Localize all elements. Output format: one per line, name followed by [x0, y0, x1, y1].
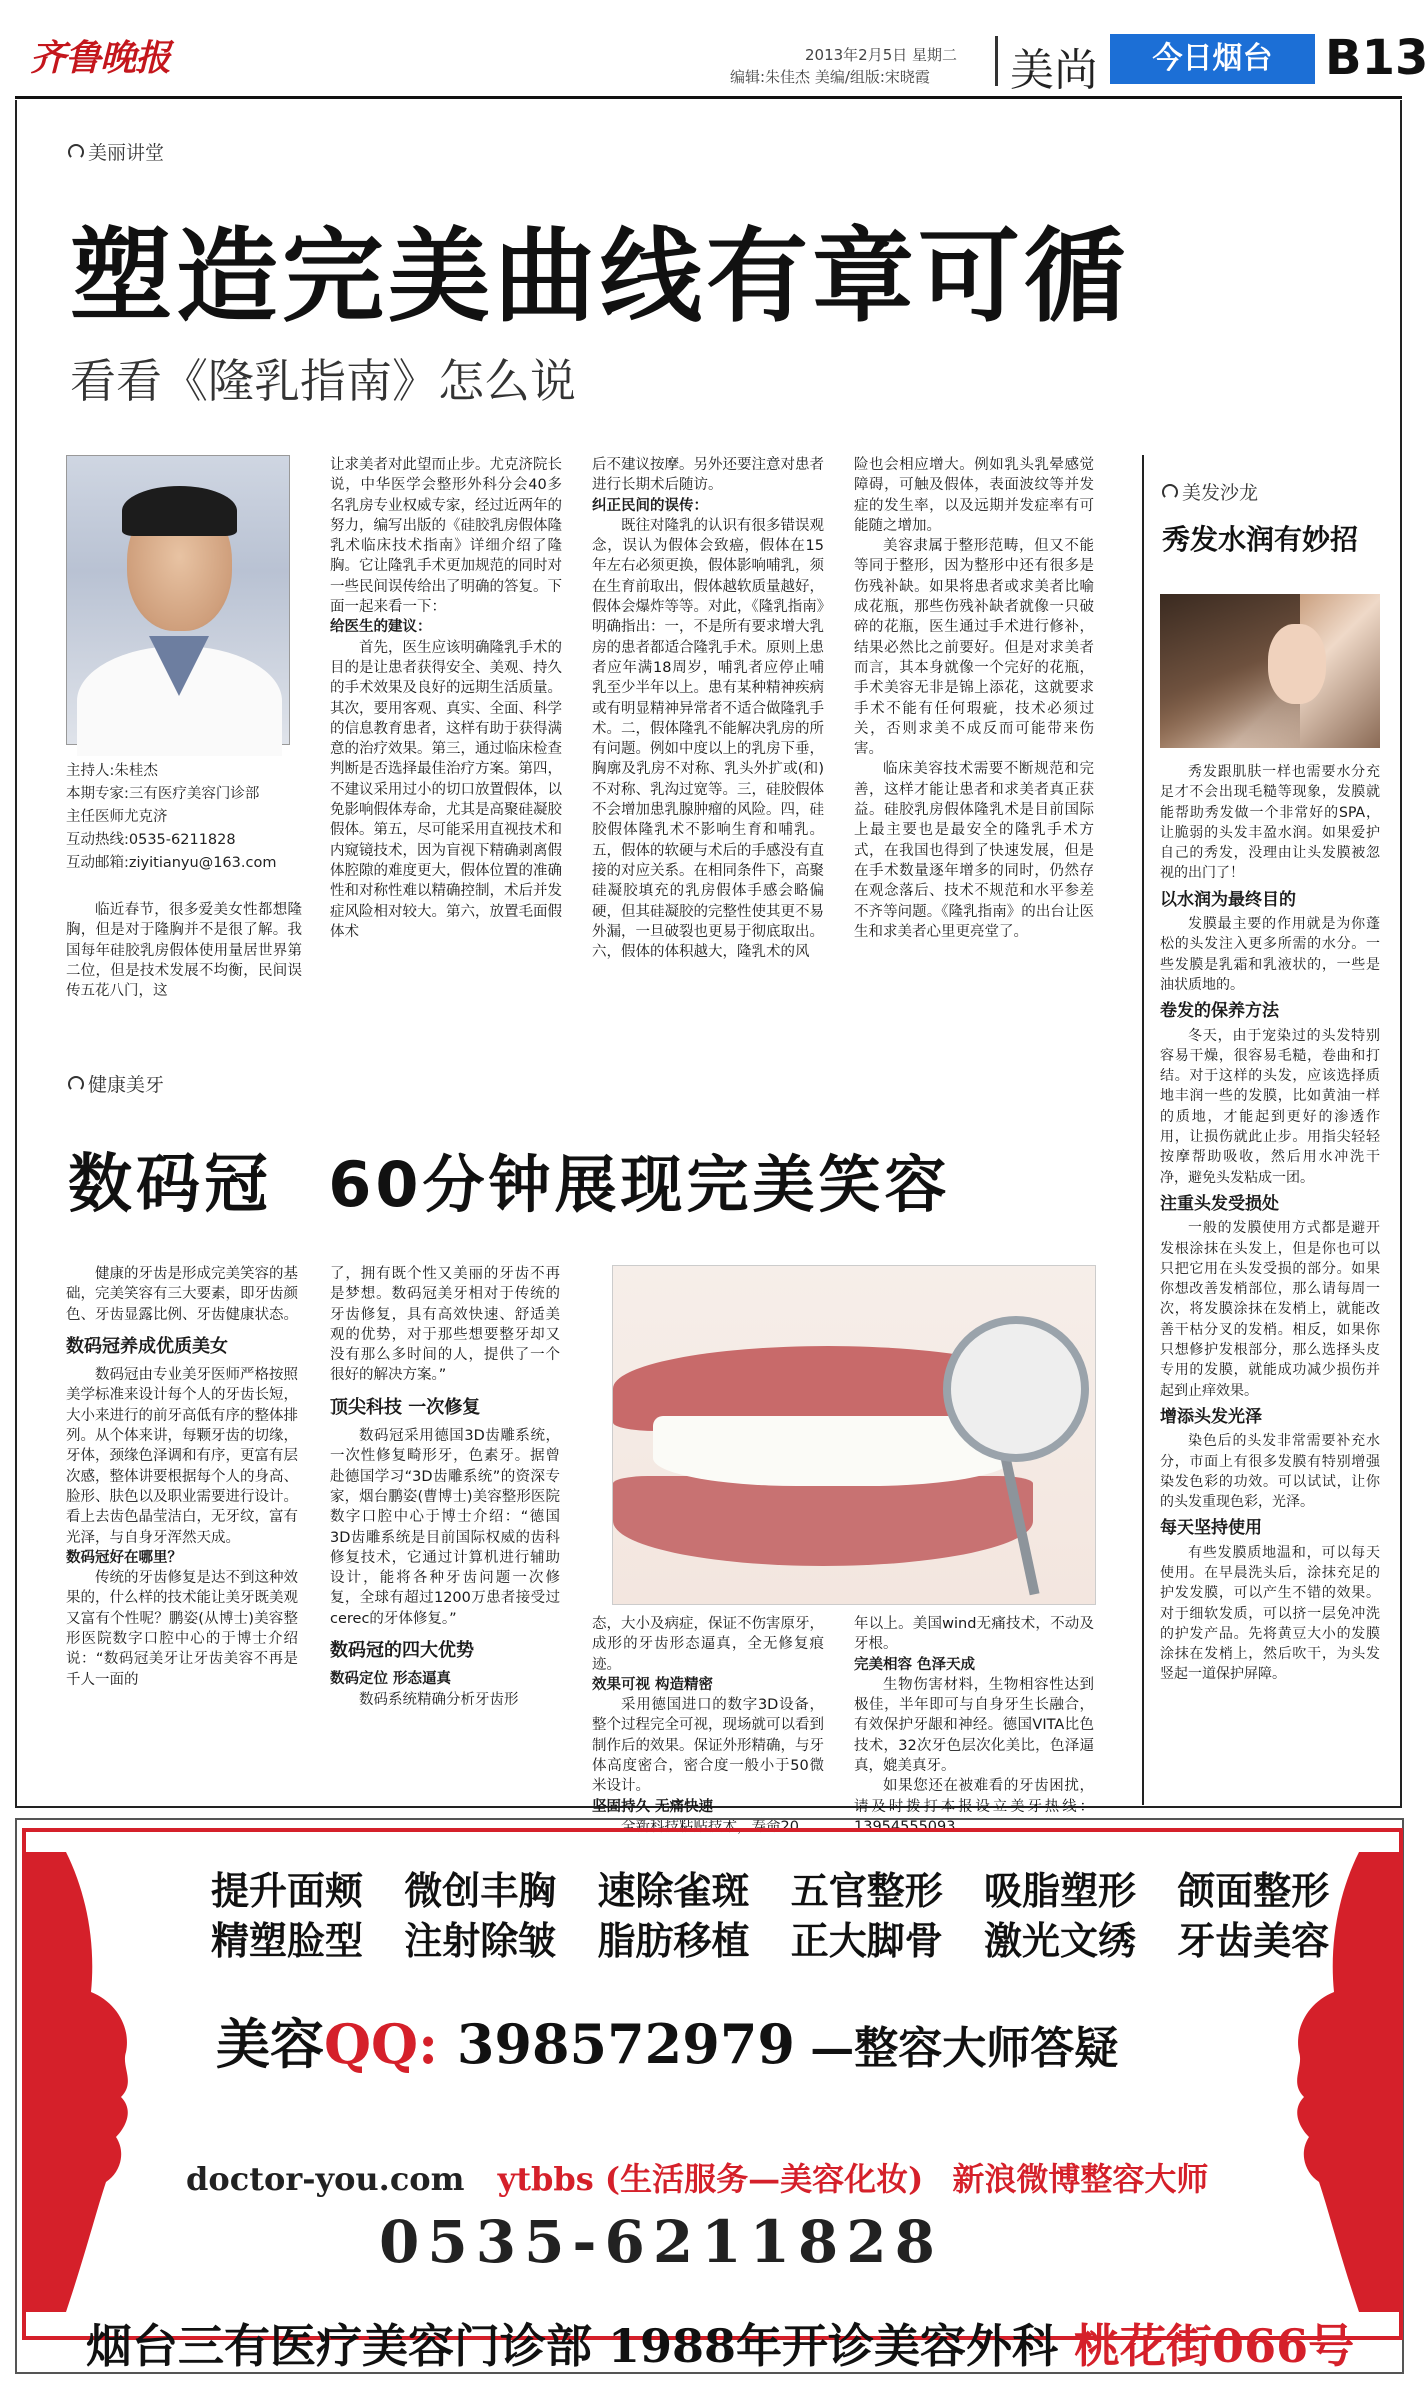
article2-col3-text: 采用德国进口的数字3D设备，整个过程完全可视，现场就可以看到制作后的效果。保证外形精确，与牙体高度密合，密合度一般小于50微米设计。	[592, 1697, 824, 1795]
article1-col4	[854, 455, 1094, 942]
article2-col3-subhead2: 坚固持久 无痛快速	[592, 1798, 714, 1815]
face-silhouette-left-icon	[26, 1852, 146, 2312]
article1-col4-intro: 险也会相应增大。例如乳头乳晕感觉障碍，可触及假体，表面波纹等并发症的发生率，以及远期并发症率有可能随之增加。	[854, 457, 1094, 534]
article1-col3-intro: 后不建议按摩。另外还要注意对患者进行长期术后随访。	[592, 457, 824, 494]
article2-col1-subhead: 数码冠好在哪里？	[66, 1549, 182, 1566]
headline-2	[68, 1133, 951, 1225]
headline-1: 塑造完美曲线有章可循	[70, 218, 1130, 337]
sidebar-heading-3: 注重头发受损处	[1160, 1193, 1279, 1214]
sidebar-heading-4: 增添头发光泽	[1160, 1406, 1262, 1427]
expert-title: 主任医师尤克济	[66, 809, 168, 825]
kicker-healthy-teeth: 健康美牙	[68, 1070, 164, 1097]
weibo-link[interactable]: 新浪微博整容大师	[952, 2160, 1209, 2198]
headline-2-b: 60分钟展现完美笑容	[328, 1148, 951, 1221]
service-item: 精塑脸型	[211, 1918, 364, 1963]
photo-lower-lip	[613, 1476, 1033, 1566]
article1-col4-text2: 临床美容技术需要不断规范和完善，这样才能让患者和求美者真正获益。硅胶乳房假体隆乳术是目前国际上最主要也是最安全的隆乳手术方式，在我国也得到了快速发展，但是在手术数量逐年增多的同时，仍然存在观念落后、技术不规范和水平参差不齐等问题。《隆乳指南》的出台让医生和求美者心里更亮堂了。	[854, 761, 1094, 940]
article2-col3-text2: 全新科技粘贴技术，寿命20	[621, 1818, 799, 1835]
kicker-beauty-lecture: 美丽讲堂	[68, 138, 164, 165]
host-name: 主持人:朱桂杰	[66, 763, 158, 779]
section-name: 美尚	[1010, 45, 1098, 96]
sidebar-intro: 秀发跟肌肤一样也需要水分充足才不会出现毛糙等现象，发膜就能帮助秀发做一个非常好的SPA，让脆弱的头发丰盈水润。如果爱护自己的秀发，没理由让头发膜被忽视的出门了！	[1160, 764, 1380, 882]
headline-2-a: 数码冠	[68, 1148, 272, 1222]
advertisement	[15, 1818, 1404, 2374]
article2-col1-text: 数码冠由专业美牙医师严格按照美学标准来设计每个人的牙齿长短，大小来进行的前牙高低有序的整体排列。从个体来讲，每颗牙齿的切缘，牙体，颈缘色泽调和有序，更富有层次感，整体讲要根据每个人的身高、脸形、肤色以及职业需要进行设计。看上去齿色晶莹洁白，无牙纹，富有光泽，与自身牙浑然天成。	[66, 1367, 298, 1546]
sidebar-rule	[1142, 455, 1144, 1805]
article1-col2	[330, 455, 562, 942]
qq-tagline: —整容大师答疑	[794, 2023, 1119, 2074]
article1-col3-subhead: 纠正民间的误传：	[592, 497, 708, 514]
sidebar-heading-2: 卷发的保养方法	[1160, 1001, 1279, 1022]
article1-col3-text: 既往对隆乳的认识有很多错误观念，误认为假体会致癌，假体在15年左右必须更换，假体影响哺乳，须在生育前取出，假体越软质量越好，假体会爆炸等等。对此，《隆乳指南》明确指出：一，不是所有要求增大乳房的患者都适合隆乳手术。原则上患者应年满18周岁，哺乳者应停止哺乳至少半年以上。患有某种精神疾病或有明显精神异常者不适合做隆乳手术。二，假体隆乳不能解决乳房的所有问题。例如中度以上的乳房下垂，胸廓及乳房不对称、乳头外扩或(和)不对称、乳沟过宽等。三，硅胶假体不会增加患乳腺肿瘤的风险。四，硅胶假体隆乳术不影响生育和哺乳。五，假体的软硬与术后的手感没有直接的对应关系。在相同条件下，高聚硅凝胶填充的乳房假体手感会略偏硬，但其硅凝胶的完整性使其更不易外漏，一旦破裂也更易于彻底取出。六，假体的体积越大，隆乳术的风	[592, 517, 824, 961]
article2-col2-heading: 顶尖科技 一次修复	[330, 1396, 481, 1418]
article1-col2-subhead: 给医生的建议：	[330, 619, 432, 636]
clinic-address: 桃花街066号	[1058, 2319, 1355, 2373]
email: 互动邮箱:ziyitianyu@163.com	[66, 855, 277, 871]
header-rule	[15, 96, 1402, 99]
service-item: 牙齿美容	[1177, 1918, 1330, 1963]
qq-prefix: QQ:	[324, 2012, 439, 2076]
sidebar-heading-5: 每天坚持使用	[1160, 1518, 1262, 1539]
article1-col2-text: 首先，医生应该明确隆乳手术的目的是让患者获得安全、美观、持久的手术效果及良好的远期生活质量。其次，要用客观、真实、全面、科学的信息教育患者，这样有助于获得满意的治疗效果。第三，通过临床检查判断是否选择最佳治疗方案。第四，不建议采用过小的切口放置假体，以免影响假体寿命，尤其是高聚硅凝胶假体。第五，尽可能采用直视技术和内窥镜技术，因为盲视下精确剥离假体腔隙的难度更大，假体位置的准确性和对称性难以精确控制，术后并发症风险相对较大。第六，放置毛面假体术	[330, 639, 562, 940]
issue-date: 2013年2月5日 星期二	[805, 46, 958, 64]
forum-link[interactable]: ytbbs (生活服务—美容化妆)	[497, 2160, 924, 2198]
article2-col3-subhead: 效果可视 构造精密	[592, 1676, 714, 1693]
article1-col1-text: 临近春节，很多爱美女性都想隆胸，但是对于隆胸并不是很了解。我国每年硅胶乳房假体使用量居世界第二位，但是技术发展不均衡，民间误传五花八门，这	[66, 902, 302, 1000]
service-item: 激光文绣	[984, 1918, 1137, 1963]
article2-col2-intro: 了，拥有既个性又美丽的牙齿不再是梦想。数码冠美牙相对于传统的牙齿修复，具有高效快速、舒适美观的优势，对于那些想要整牙却又没有那么多时间的人，提供了一个很好的解决方案。”	[330, 1266, 560, 1384]
section-tag: 今日烟台	[1110, 34, 1315, 84]
article2-col1-heading: 数码冠养成优质美女	[66, 1335, 228, 1357]
sidebar-body	[1160, 762, 1380, 1685]
sidebar-text-4: 染色后的头发非常需要补充水分，市面上有很多发膜有特别增强染发色彩的功效。可以试试，让你的头发重现色彩，光泽。	[1160, 1433, 1380, 1511]
service-item: 吸脂塑形	[984, 1868, 1137, 1913]
photo-hair	[122, 486, 237, 536]
clinic-name: 烟台三有医疗美容门诊部 1988年开诊美容外科	[86, 2319, 1059, 2373]
website-link[interactable]: doctor-you.com	[186, 2160, 465, 2198]
newspaper-logo: 齐鲁晚报	[30, 37, 171, 79]
article2-col1	[66, 1264, 298, 1690]
ad-phone-number: 0535-6211828	[379, 2208, 943, 2276]
photo-model-face	[1268, 624, 1326, 704]
article2-col2	[330, 1264, 560, 1710]
article2-col4-intro: 年以上。美国wind无痛技术，不动及牙根。	[854, 1616, 1094, 1653]
service-item: 五官整形	[790, 1868, 943, 1913]
ad-red-frame	[22, 1828, 1403, 2373]
kicker-hair-salon: 美发沙龙	[1162, 478, 1258, 505]
contact-links	[186, 2154, 1246, 2200]
frame-left-rule	[15, 100, 17, 1808]
service-item: 正大脚骨	[790, 1918, 943, 1963]
article2-col2-heading2: 数码冠的四大优势	[330, 1640, 474, 1662]
article2-col1-intro: 健康的牙齿是形成完美笑容的基础，完美笑容有三大要素，即牙齿颜色、牙齿显露比例、牙齿健康状态。	[66, 1266, 298, 1323]
subheadline-1: 看看《隆乳指南》怎么说	[70, 354, 576, 408]
sidebar-heading-1: 以水润为最终目的	[1160, 889, 1296, 910]
host-info	[66, 760, 311, 875]
sidebar-text-5: 有些发膜质地温和，可以每天使用。在早晨洗头后，涂抹充足的护发发膜，可以产生不错的效果。对于细软发质，可以挤一层免冲洗的护发产品。先将黄豆大小的发膜涂抹在发梢上，然后吹干，为头发竖起一道保护屏障。	[1160, 1544, 1380, 1683]
service-item: 脂肪移植	[597, 1918, 750, 1963]
article2-col3-intro: 态，大小及病症，保证不伤害原牙，成形的牙齿形态逼真，全无修复痕迹。	[592, 1616, 824, 1673]
article1-col4-text: 美容隶属于整形范畴，但又不能等同于整形，因为整形中还有很多是伤残补缺。如果将患者或求美者比喻成花瓶，那些伤残补缺者就像一只破碎的花瓶，医生通过手术进行修补，结果必然比之前要好。但是对求美者而言，其本身就像一个完好的花瓶，手术美容无非是锦上添花，这就要求手术不能有任何瑕疵，技术必须过关，否则求美不成反而可能带来伤害。	[854, 538, 1094, 758]
sidebar-text-1: 发膜最主要的作用就是为你蓬松的头发注入更多所需的水分。一些发膜是乳霜和乳液状的，一些是油状质地的。	[1160, 916, 1380, 993]
editor-credits: 编辑:朱佳杰 美编/组版:宋晓霞	[730, 68, 930, 86]
article2-col2-text2: 数码系统精确分析牙齿形	[359, 1691, 519, 1708]
article2-col4-text2: 如果您还在被难看的牙齿困扰，请及时拨打本报设立美牙热线：13954555093	[854, 1778, 1094, 1835]
expert-portrait-photo	[66, 455, 290, 745]
qq-label: 美容	[216, 2012, 324, 2076]
service-item: 注射除皱	[404, 1918, 557, 1963]
service-item: 速除雀斑	[597, 1868, 750, 1913]
article2-col3	[592, 1614, 824, 1837]
service-row-2	[211, 1910, 1329, 1965]
article2-col4-subhead: 完美相容 色泽天成	[854, 1656, 976, 1673]
article2-col2-text: 数码冠采用德国3D齿雕系统，一次性修复畸形牙，色素牙。据曾赴德国学习“3D齿雕系统”的资深专家，烟台鹏姿(曹博士)美容整形医院数字口腔中心于博士介绍：“德国3D齿雕系统是目前国际权威的齿科修复技术，它通过计算机进行辅助设计，能将各种牙齿问题一次修复，全球有超过1200万患者接受过cerec的牙体修复。”	[330, 1428, 560, 1627]
article1-col1	[66, 900, 302, 1001]
hotline: 互动热线:0535-6211828	[66, 832, 236, 848]
clinic-info	[86, 2310, 1354, 2376]
qq-number: 398572979	[438, 2012, 795, 2076]
page-number: B13	[1325, 30, 1428, 86]
service-item: 提升面颊	[211, 1868, 364, 1913]
qq-contact	[216, 2002, 1118, 2079]
article2-col4-text: 生物伤害材料，生物相容性达到极佳，半年即可与自身牙生长融合，有效保护牙龈和神经。德国VITA比色技术，32次牙色层次化美比，色泽逼真，媲美真牙。	[854, 1676, 1094, 1775]
article1-col2-intro: 让求美者对此望而止步。尤克济院长说，中华医学会整形外科分会40多名乳房专业权威专家，经过近两年的努力，编写出版的《硅胶乳房假体隆乳术临床技术指南》详细介绍了隆胸。它让隆乳手术更加规范的同时对一些民间误传给出了明确的答复。下面一起来看一下：	[330, 457, 562, 616]
article2-col4	[854, 1614, 1094, 1837]
expert-line: 本期专家:三有医疗美容门诊部	[66, 786, 260, 802]
service-row-1	[211, 1860, 1329, 1915]
service-item: 颌面整形	[1177, 1868, 1330, 1913]
sidebar-text-3: 一般的发膜使用方式都是避开发根涂抹在头发上，但是你也可以只把它用在头发受损的部分。如果你想改善发梢部位，那么请每周一次，将发膜涂抹在发梢上，就能改善干枯分叉的发梢。相反，如果你只想修护发根部分，那么选择头皮专用的发膜，就能成功减少损伤并起到止痒效果。	[1160, 1220, 1380, 1399]
frame-right-rule	[1400, 100, 1402, 1808]
header-divider	[995, 36, 998, 86]
contact-box	[186, 2154, 1246, 2284]
article2-col2-subhead: 数码定位 形态逼真	[330, 1671, 452, 1688]
sidebar-text-2: 冬天，由于宠染过的头发特别容易干燥，很容易毛糙，卷曲和打结。对于这样的头发，应该选择质地丰润一些的发膜，比如黄油一样的质地，才能起到更好的渗透作用，让损伤就此止步。用指尖轻轻按摩帮助吸收，然后用水冲洗干净，避免头发粘成一团。	[1160, 1027, 1380, 1186]
service-item: 微创丰胸	[404, 1868, 557, 1913]
article1-col3	[592, 455, 824, 962]
hair-model-photo	[1160, 594, 1380, 748]
teeth-photo	[612, 1265, 1096, 1605]
masthead	[30, 30, 1428, 96]
sidebar-headline: 秀发水润有妙招	[1162, 523, 1359, 556]
article2-col1-text2: 传统的牙齿修复是达不到这种效果的，什么样的技术能让美牙既美观又富有个性呢？鹏姿(从博士)美容整形医院数字口腔中心的于博士介绍说：“数码冠美牙让牙齿美容不再是千人一面的	[66, 1570, 298, 1688]
photo-dental-mirror	[943, 1316, 1089, 1462]
